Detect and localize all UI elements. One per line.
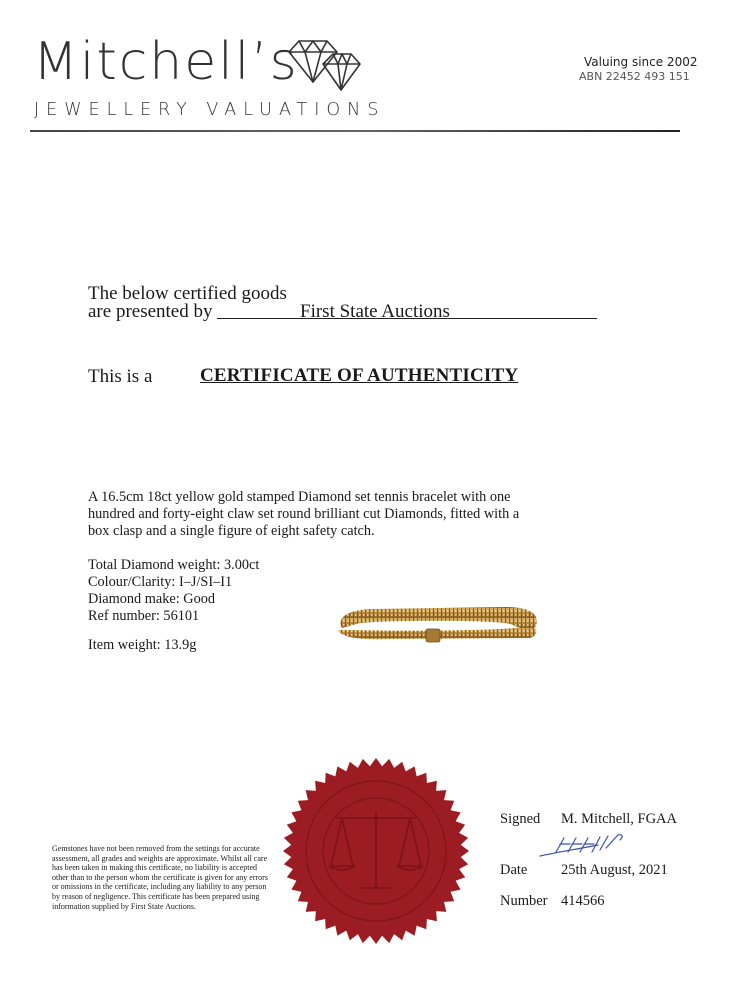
number-label: Number [500,893,548,909]
spec-ref-number: Ref number: 56101 [88,608,200,624]
header-divider [30,130,680,132]
item-description: A 16.5cm 18ct yellow gold stamped Diamond set tennis bracelet with one hundred and forty-eight claw set round brilliant cut Diamonds, fitted with a box clasp and a single figure of eight safety catch. [88,489,520,539]
certificate-prefix: This is a [88,366,153,387]
signed-value: M. Mitchell, FGAA [561,811,677,827]
bracelet-photo [330,598,544,648]
certificate-number: 414566 [561,893,605,909]
spec-diamond-make: Diamond make: Good [88,591,216,607]
signed-label: Signed [500,811,541,827]
handwritten-signature [538,832,633,858]
tagline: Valuing since 2002 [584,55,698,69]
date-label: Date [500,862,528,878]
spec-total-diamond-weight: Total Diamond weight: 3.00ct [88,557,260,573]
red-wax-seal [276,756,476,946]
spec-colour-clarity: Colour/Clarity: I–J/SI–I1 [88,574,233,590]
date-value: 25th August, 2021 [561,862,668,878]
intro-line-1: The below certified goods [88,283,287,304]
abn-number: ABN 22452 493 151 [579,70,690,83]
brand-subtitle: JEWELLERY VALUATIONS [34,100,386,120]
disclaimer-text: Gemstones have not been removed from the settings for accurate assessment, all grades and weights are approximate. Whilst all care has been taken in making this certificate, no liability is accepted other than to the person whom the certificate is given for any errors or omissions in the certificate, including any liability to any person by reason of negligence. This certificate has been prepared using information supplied by First State Auctions. [52,844,268,911]
intro-line-2: are presented by [88,301,213,322]
item-weight: Item weight: 13.9g [88,637,197,653]
twin-diamonds-icon [283,38,363,94]
presenter-name: First State Auctions [300,301,450,322]
certificate-title: CERTIFICATE OF AUTHENTICITY [200,365,519,386]
brand-name: Mitchell’s [33,32,299,92]
